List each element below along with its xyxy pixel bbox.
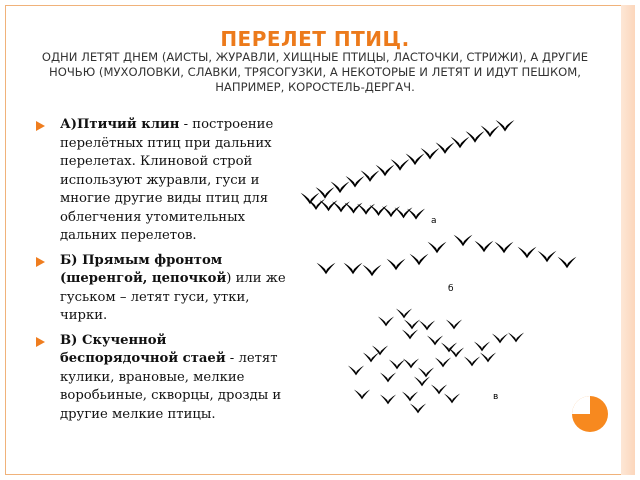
bullet-arrow-icon <box>36 257 45 267</box>
bullet-item-wedge <box>36 116 286 246</box>
label-c: в <box>493 392 499 402</box>
bird-icon <box>464 357 480 367</box>
bird-icon <box>395 207 413 218</box>
bird-icon <box>357 204 375 215</box>
wedge-formation <box>301 120 515 220</box>
bullet-term: А)Птичий клин <box>60 117 180 132</box>
bird-icon <box>428 242 447 254</box>
bird-icon <box>363 265 382 277</box>
bird-icon <box>317 263 336 275</box>
frame-decoration <box>621 5 635 475</box>
bird-icon <box>402 392 418 402</box>
bird-icon <box>492 334 508 344</box>
bullet-arrow-icon <box>36 337 45 347</box>
label-b: б <box>448 284 454 294</box>
bird-icon <box>441 343 457 353</box>
bird-icon <box>410 254 429 266</box>
bird-icon <box>391 159 410 171</box>
bird-icon <box>345 203 363 214</box>
bird-icon <box>427 336 443 346</box>
bird-icon <box>407 209 425 220</box>
bird-icon <box>332 201 350 212</box>
bird-formations-illustration <box>296 116 606 420</box>
bullet-term: Б) Прямым фронтом (шеренгой, цепочкой <box>60 252 227 286</box>
bullet-arrow-icon <box>36 121 45 131</box>
front-formation <box>317 235 577 277</box>
bird-icon <box>348 366 364 376</box>
bird-icon <box>451 137 470 149</box>
bird-icon <box>376 165 395 177</box>
bird-icon <box>354 390 370 400</box>
bird-icon <box>389 360 405 370</box>
bird-icon <box>382 206 400 217</box>
bird-icon <box>475 241 494 253</box>
bird-icon <box>414 377 430 387</box>
bird-icon <box>496 120 515 132</box>
slide-title: ПЕРЕЛЕТ ПТИЦ. <box>220 27 410 51</box>
bird-icon <box>518 247 537 259</box>
bird-icon <box>495 242 514 254</box>
bullet-text: ) или же гуськом – летят гуси, утки, чирки. <box>60 271 286 323</box>
bullet-list <box>36 116 286 430</box>
bullet-item-flock <box>36 332 286 425</box>
bird-icon <box>481 126 500 138</box>
bird-icon <box>301 193 320 205</box>
bird-icon <box>480 353 496 363</box>
bird-icon <box>435 358 451 368</box>
slide-subtitle: ОДНИ ЛЕТЯТ ДНЕМ (АИСТЫ, ЖУРАВЛИ, ХИЩНЫЕ ПТИЦЫ, ЛАСТОЧКИ, СТРИЖИ), А ДРУГИЕ НОЧЬЮ (МУХОЛОВКИ, СЛАВКИ, ТРЯСОГУЗКИ, А НЕКОТОРЫЕ И ЛЕТЯТ И ИДУТ ПЕШКОМ, НАПРИМЕР, КОРОСТЕЛЬ-ДЕРГАЧ. <box>41 50 589 94</box>
bird-icon <box>316 187 335 199</box>
bird-icon <box>361 170 380 182</box>
bird-icon <box>454 235 473 247</box>
bird-icon <box>436 142 455 154</box>
bird-icon <box>448 348 464 358</box>
corner-decoration-icon <box>570 394 610 434</box>
bird-icon <box>419 321 435 331</box>
bird-icon <box>380 395 396 405</box>
bird-icon <box>431 385 447 395</box>
bullet-term: В) Скученной беспорядочной стаей <box>60 332 226 366</box>
bird-icon <box>346 176 365 188</box>
bird-icon <box>421 148 440 160</box>
bird-icon <box>320 200 338 211</box>
bullet-item-front <box>36 252 286 326</box>
bullet-text: - летят кулики, врановые, мелкие воробьиные, скворцы, дрозды и другие мелкие птицы. <box>60 351 282 422</box>
bird-icon <box>404 320 420 330</box>
bird-icon <box>331 182 350 194</box>
bird-icon <box>370 205 388 216</box>
bird-icon <box>406 154 425 166</box>
bird-icon <box>380 373 396 383</box>
bird-icon <box>372 346 388 356</box>
bird-icon <box>307 199 325 210</box>
bullet-text: - построение перелётных птиц при дальних перелетах. Клиновой строй используют журавли, гуси и многие другие виды птиц для облегчения утомительных дальних перелетов. <box>60 117 274 243</box>
bird-icon <box>508 333 524 343</box>
bird-icon <box>538 251 557 263</box>
bird-icon <box>403 359 419 369</box>
bird-icon <box>446 320 462 330</box>
bird-icon <box>396 309 412 319</box>
bird-icon <box>418 368 434 378</box>
bird-icon <box>344 263 363 275</box>
bird-icon <box>363 353 379 363</box>
bird-icon <box>474 342 490 352</box>
bird-icon <box>444 394 460 404</box>
bird-icon <box>378 317 394 327</box>
bird-icon <box>410 404 426 414</box>
bird-icon <box>558 257 577 269</box>
label-a: а <box>431 216 437 226</box>
bird-icon <box>402 330 418 340</box>
bird-icon <box>387 259 406 271</box>
bird-icon <box>466 131 485 143</box>
